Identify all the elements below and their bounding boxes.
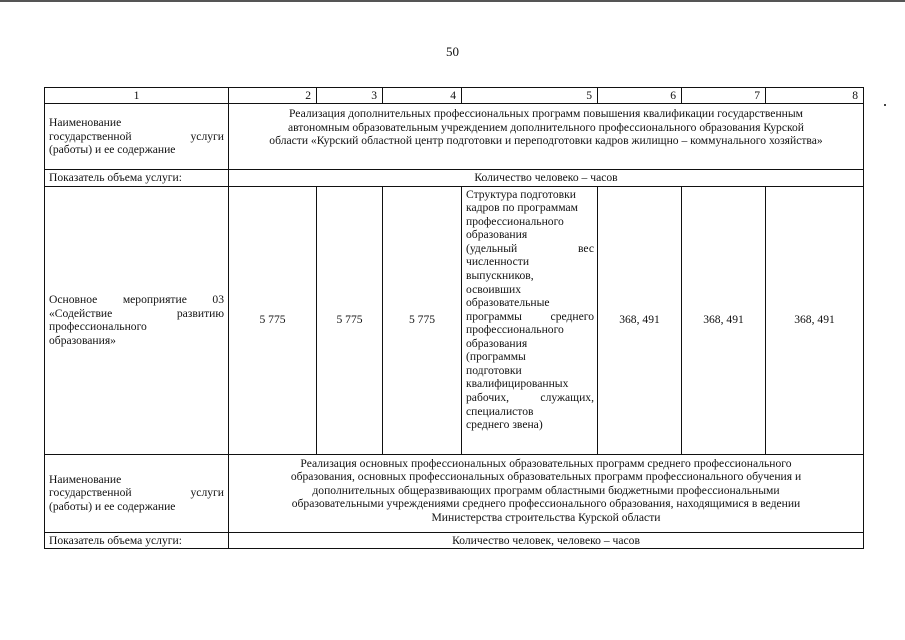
measure-row [45,186,864,454]
header-cell-6: 6 [598,88,682,104]
indicator-description: Структура подготовки кадров по программам профессионального образования (удельный вес численности выпускников, освоивших образовательные программы среднего профессионального образования (программы подготовки квалифицированных рабочих, служащих, специалистов среднего звена) [462,186,598,454]
header-cell-4: 4 [383,88,462,104]
volume-value-2: Количество человек, человеко – часов [229,532,864,549]
measure-label: Основное мероприятие 03 «Содействие развитию профессионального образования» [45,186,229,454]
measure-value-col4: 5 775 [383,186,462,454]
measure-value-col7: 368, 491 [682,186,766,454]
service-name-label-1: Наименование государственной услуги (работы) и ее содержание [45,104,229,170]
measure-value-col3: 5 775 [317,186,383,454]
header-cell-2: 2 [229,88,317,104]
service-row-1 [45,104,864,170]
service-description-1: Реализация дополнительных профессиональных программ повышения квалификации государственным автономным образовательным учреждением дополнительного профессионального образования Курской области «Курский областной центр подготовки и переподготовки кадров жилищно – коммунального хозяйства» [229,104,864,170]
volume-value-1: Количество человеко – часов [229,170,864,187]
measure-value-col8: 368, 491 [766,186,864,454]
service-row-2 [45,454,864,532]
service-description-2: Реализация основных профессиональных образовательных программ среднего профессионального образования, основных профессиональных образовательных программ профессионального обучения и дополнительных общеразвивающих программ областными бюджетными профессиональными образовательными учреждениями среднего профессионального образования, находящимися в ведении Министерства строительства Курской области [229,454,864,532]
volume-row-1 [45,170,864,187]
volume-row-2 [45,532,864,549]
header-cell-1: 1 [45,88,229,104]
header-cell-7: 7 [682,88,766,104]
scan-dot [884,104,886,106]
page-number: 50 [446,44,459,59]
volume-label-2: Показатель объема услуги: [45,532,229,549]
service-name-label-2: Наименование государственной услуги (работы) и ее содержание [45,454,229,532]
volume-label-1: Показатель объема услуги: [45,170,229,187]
measure-value-col6: 368, 491 [598,186,682,454]
header-row [45,88,864,104]
header-cell-5: 5 [462,88,598,104]
header-cell-8: 8 [766,88,864,104]
header-cell-3: 3 [317,88,383,104]
program-table [44,87,864,549]
top-border-line [0,0,905,2]
measure-value-col2: 5 775 [229,186,317,454]
